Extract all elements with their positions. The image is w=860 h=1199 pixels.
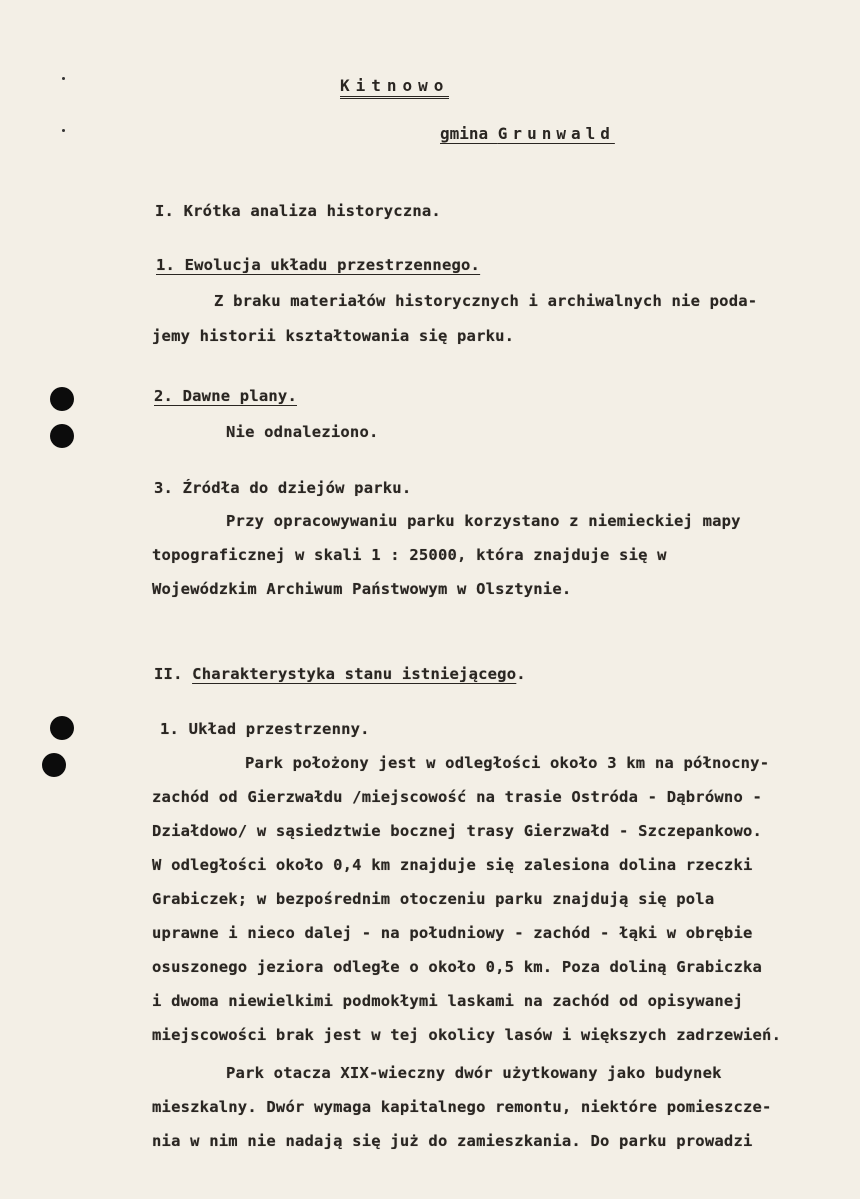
document-title: Kitnowo <box>340 76 449 95</box>
punch-hole <box>50 387 74 411</box>
punch-hole <box>50 716 74 740</box>
paragraph-line: osuszonego jeziora odległe o około 0,5 km. Poza doliną Grabiczka <box>152 958 763 976</box>
paragraph-line: miejscowości brak jest w tej okolicy lasów i większych zadrzewień. <box>152 1026 782 1044</box>
punch-hole <box>42 753 66 777</box>
paragraph-line: Z braku materiałów historycznych i archiwalnych nie poda- <box>214 292 758 310</box>
punch-hole <box>50 424 74 448</box>
section-2-number: II. <box>154 665 183 683</box>
paragraph-line: Przy opracowywaniu parku korzystano z niemieckiej mapy <box>226 512 741 530</box>
document-subtitle: gmina Grunwald <box>440 124 615 143</box>
section-2-heading <box>154 665 526 683</box>
paragraph-line: i dwoma niewielkimi podmokłymi laskami na zachód od opisywanej <box>152 992 743 1010</box>
paragraph-line: Działdowo/ w sąsiedztwie bocznej trasy Gierzwałd - Szczepankowo. <box>152 822 763 840</box>
section-1-3-heading: 3. Źródła do dziejów parku. <box>154 479 412 497</box>
paragraph-line: nia w nim nie nadają się już do zamieszkania. Do parku prowadzi <box>152 1132 753 1150</box>
section-2-title-end: . <box>516 665 526 683</box>
paragraph-line: Park położony jest w odległości około 3 km na północny- <box>245 754 770 772</box>
paragraph-line: uprawne i nieco dalej - na południowy - zachód - łąki w obrębie <box>152 924 753 942</box>
paragraph-line: topograficznej w skali 1 : 25000, która znajduje się w <box>152 546 667 564</box>
ink-speck <box>62 129 65 132</box>
section-1-heading: I. Krótka analiza historyczna. <box>155 202 441 220</box>
section-2-title: Charakterystyka stanu istniejącego <box>192 665 517 683</box>
section-2-1-heading: 1. Układ przestrzenny. <box>160 720 370 738</box>
paragraph-line: Park otacza XIX-wieczny dwór użytkowany jako budynek <box>226 1064 722 1082</box>
section-1-2-heading: 2. Dawne plany. <box>154 387 297 405</box>
paragraph-line: jemy historii kształtowania się parku. <box>152 327 515 345</box>
paragraph-line: Grabiczek; w bezpośrednim otoczeniu parku znajdują się pola <box>152 890 715 908</box>
paragraph-line: Nie odnaleziono. <box>226 423 379 441</box>
ink-speck <box>62 77 65 80</box>
paragraph-line: Wojewódzkim Archiwum Państwowym w Olsztynie. <box>152 580 572 598</box>
section-1-1-heading: 1. Ewolucja układu przestrzennego. <box>156 256 481 274</box>
paragraph-line: W odległości około 0,4 km znajduje się zalesiona dolina rzeczki <box>152 856 753 874</box>
paragraph-line: zachód od Gierzwałdu /miejscowość na trasie Ostróda - Dąbrówno - <box>152 788 763 806</box>
paragraph-line: mieszkalny. Dwór wymaga kapitalnego remontu, niektóre pomieszcze- <box>152 1098 772 1116</box>
